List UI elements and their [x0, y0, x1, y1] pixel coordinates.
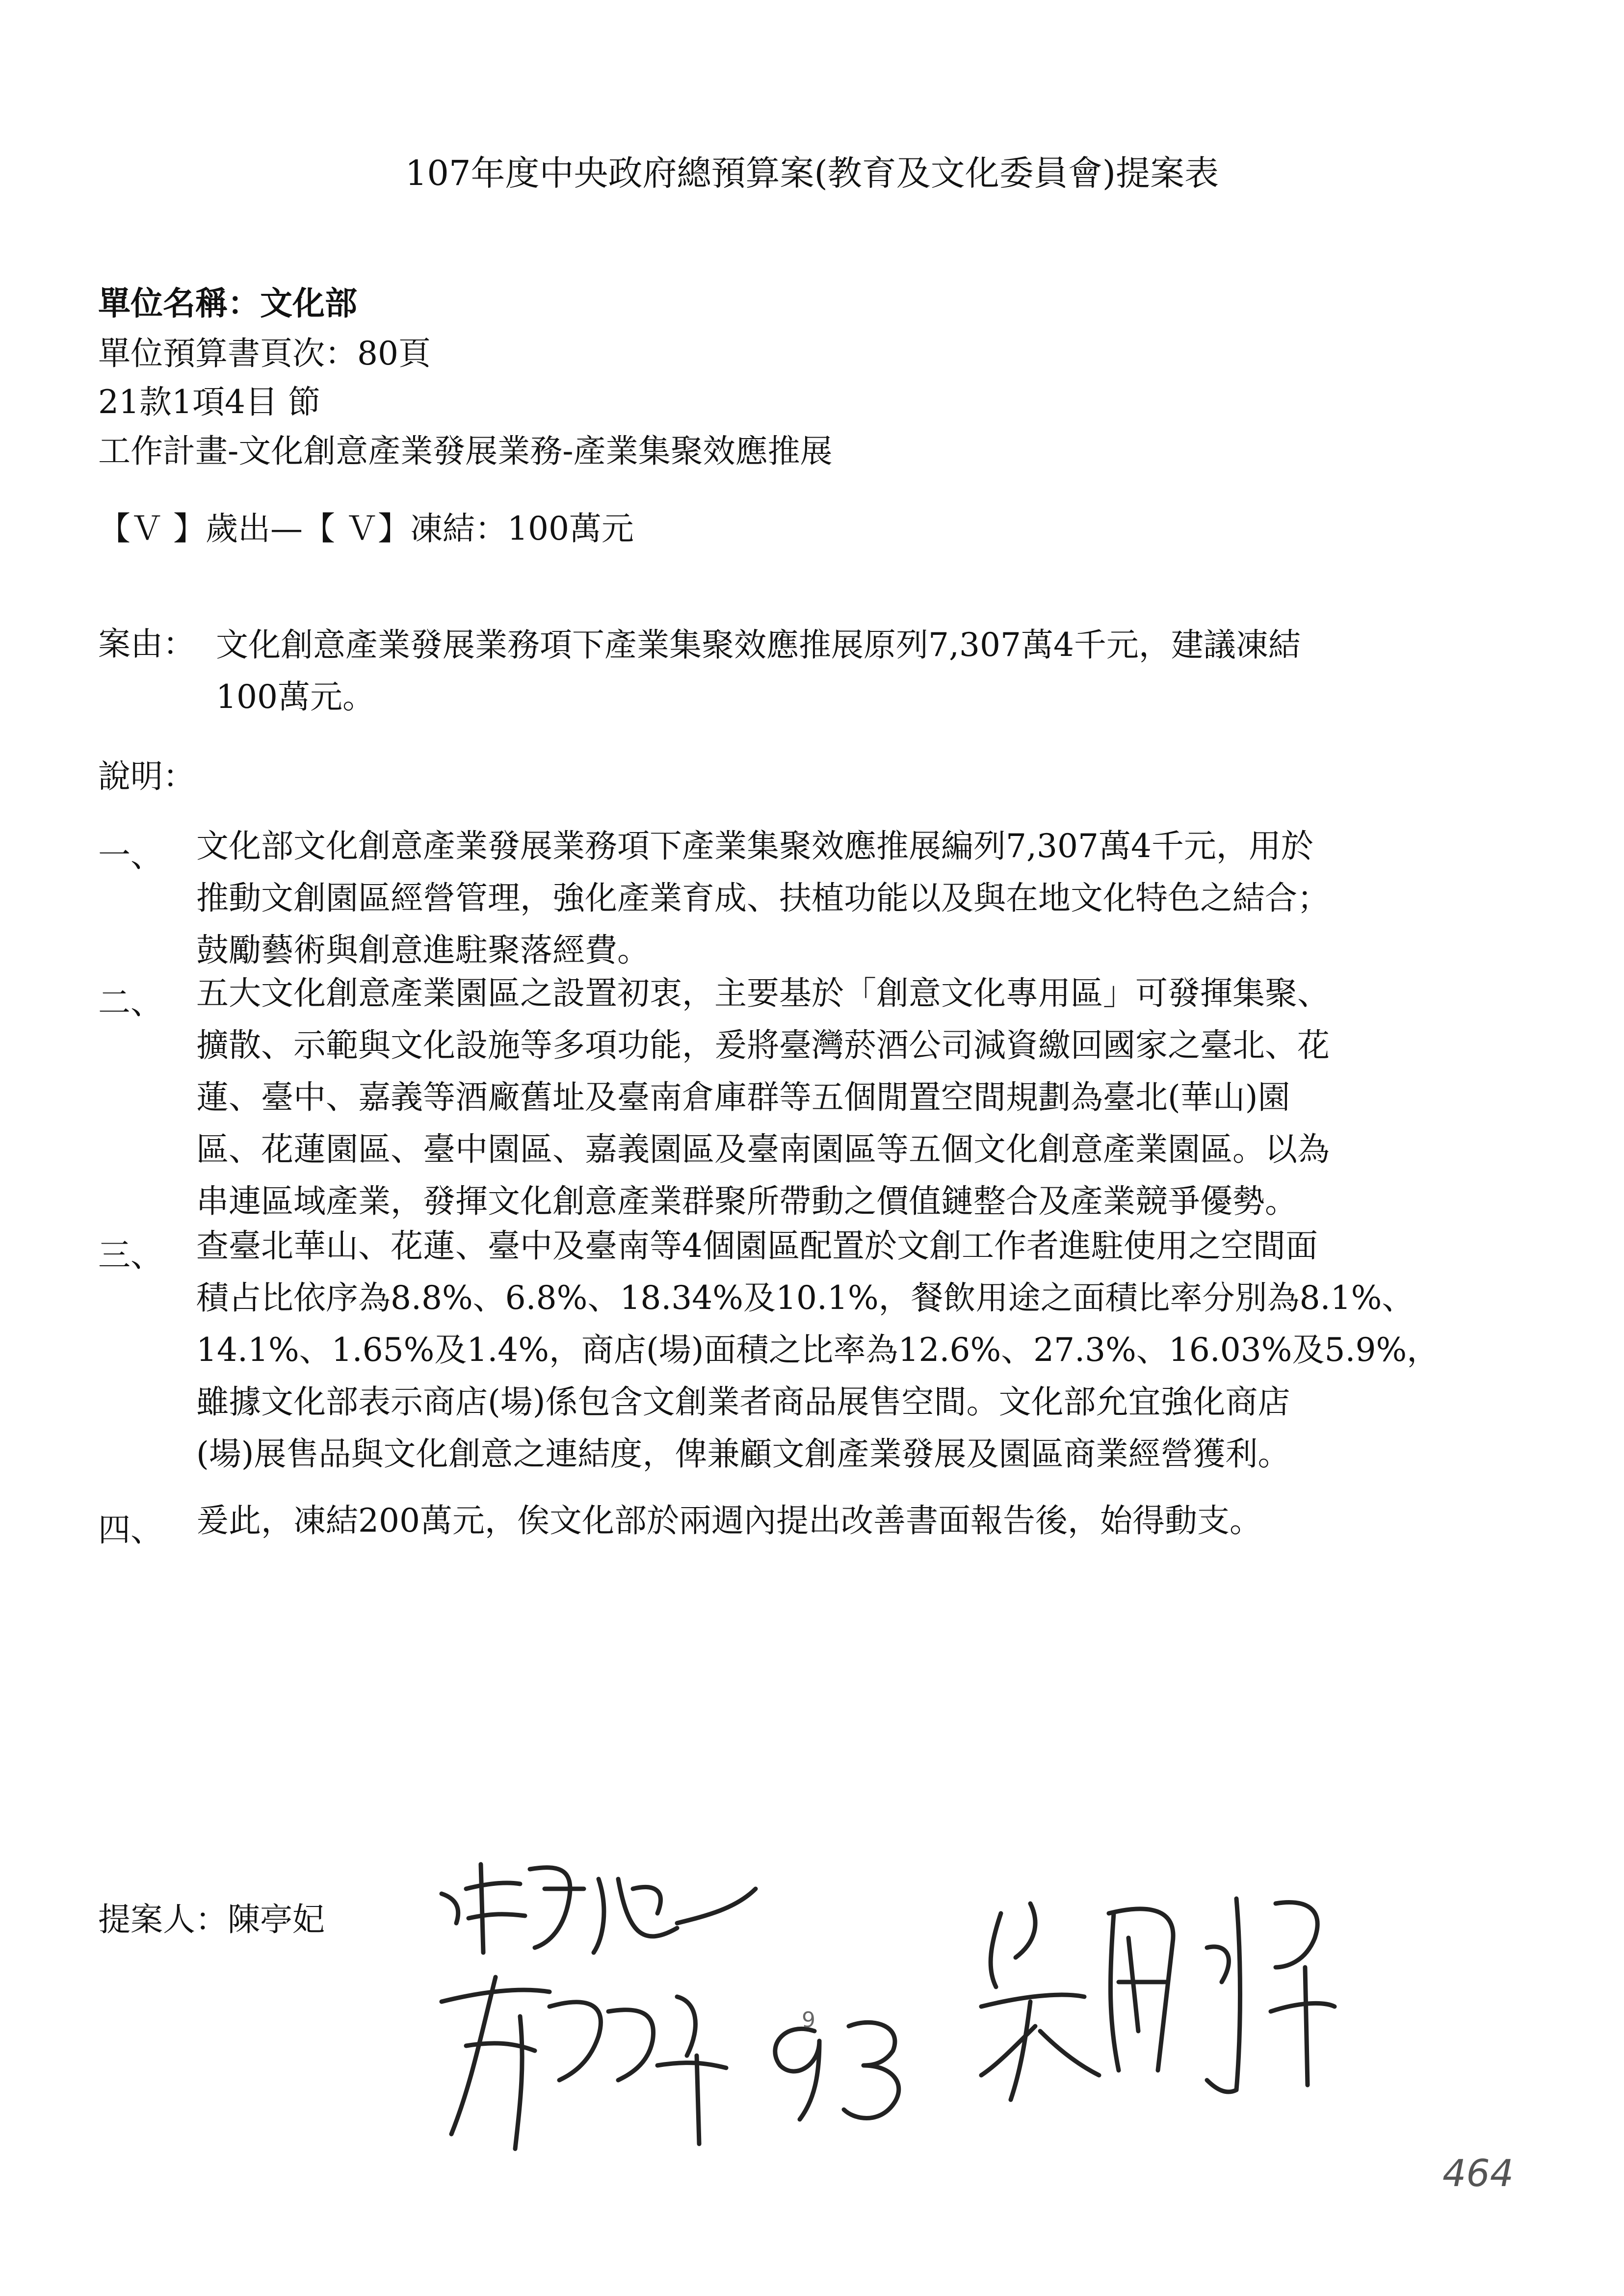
explanation-item: [196, 1495, 1541, 1547]
explanation-line: (場)展售品與文化創意之連結度，俾兼顧文創產業發展及園區商業經營獲利。: [196, 1435, 1290, 1473]
proposer: 提案人：陳亭妃: [98, 1901, 325, 1938]
page-stamp-number: 464: [1442, 2151, 1514, 2195]
item-number: 四、: [98, 1511, 163, 1549]
work-plan: 工作計畫-文化創意產業發展業務-產業集聚效應推展: [98, 432, 833, 470]
item-number: 二、: [98, 984, 163, 1021]
explanation-line: 雖據文化部表示商店(場)係包含文創業者商品展售空間。文化部允宜強化商店: [196, 1383, 1290, 1421]
explanation-line: 14.1%、1.65%及1.4%，商店(場)面積之比率為12.6%、27.3%、16.03%及5.9%，: [196, 1331, 1440, 1369]
unit-name: 單位名稱：文化部: [98, 284, 357, 322]
explanation-line: 文化部文化創意產業發展業務項下產業集聚效應推展編列7,307萬4千元，用於: [196, 827, 1313, 865]
handwritten-signature: [756, 2002, 917, 2129]
action-freeze: 【Ｖ 】歲出—【 Ｖ】凍結：100萬元: [98, 510, 634, 548]
explanation-line: 爰此，凍結200萬元，俟文化部於兩週內提出改善書面報告後，始得動支。: [196, 1502, 1262, 1539]
reason-line: 100萬元。: [216, 678, 375, 716]
reason-line: 文化創意產業發展業務項下產業集聚效應推展原列7,307萬4千元，建議凍結: [216, 626, 1301, 664]
item-number: 三、: [98, 1236, 163, 1274]
explanation-line: 積占比依序為8.8%、6.8%、18.34%及10.1%，餐飲用途之面積比率分別為8.1%、: [196, 1279, 1414, 1317]
reason-text: [216, 619, 1541, 723]
explanation-line: 推動文創園區經營管理，強化產業育成、扶植功能以及與在地文化特色之結合；: [196, 879, 1330, 917]
explanation-item: [196, 967, 1541, 1227]
explanation-line: 區、花蓮園區、臺中園區、嘉義園區及臺南園區等五個文化創意產業園區。以為: [196, 1130, 1330, 1168]
handwritten-signature: [962, 1884, 1344, 2119]
explanation-line: 查臺北華山、花蓮、臺中及臺南等4個園區配置於文創工作者進駐使用之空間面: [196, 1227, 1318, 1265]
budget-page: 單位預算書頁次：80頁: [98, 335, 431, 372]
document-title: 107年度中央政府總預算案(教育及文化委員會)提案表: [405, 153, 1219, 193]
explanation-line: 五大文化創意產業園區之設置初衷，主要基於「創意文化專用區」可發揮集聚、: [196, 974, 1330, 1012]
explanation-line: 蓮、臺中、嘉義等酒廠舊址及臺南倉庫群等五個閒置空間規劃為臺北(華山)園: [196, 1078, 1290, 1116]
explanation-line: 串連區域產業，發揮文化創意產業群聚所帶動之價值鏈整合及產業競爭優勢。: [196, 1182, 1297, 1220]
explanation-line: 擴散、示範與文化設施等多項功能，爰將臺灣菸酒公司減資繳回國家之臺北、花: [196, 1026, 1330, 1064]
item-number: 一、: [98, 836, 163, 874]
handwritten-signature: [422, 1957, 736, 2164]
reason-label: 案由：: [98, 625, 195, 663]
explanation-line: 鼓勵藝術與創意進駐聚落經費。: [196, 931, 650, 969]
explanation-item: [196, 1220, 1541, 1480]
budget-item: 21款1項4目 節: [98, 383, 320, 421]
explanation-label: 說明：: [98, 757, 195, 795]
explanation-item: [196, 820, 1541, 976]
page-number: 9: [802, 2008, 815, 2033]
